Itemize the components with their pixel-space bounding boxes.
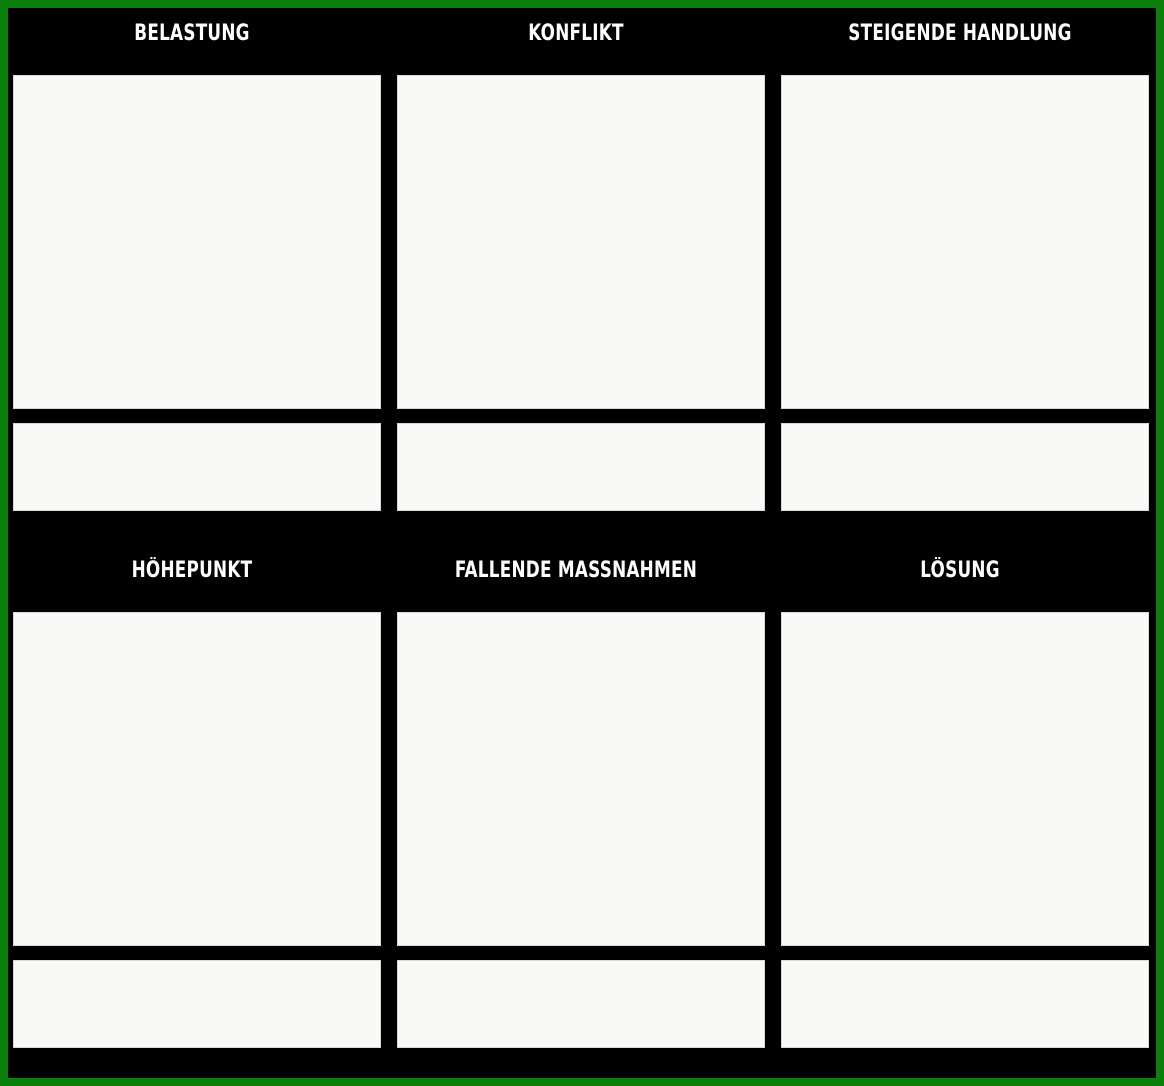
caption-panel-belastung[interactable] (13, 423, 381, 511)
image-panel-steigende-handlung[interactable] (781, 75, 1149, 409)
cell-title-steigende-handlung: STEIGENDE HANDLUNG (848, 21, 1072, 46)
storyboard-frame (8, 8, 1156, 1078)
image-panel-loesung[interactable] (781, 612, 1149, 946)
caption-panel-hoehepunkt[interactable] (13, 960, 381, 1048)
cell-title-fallende-massnahmen: FALLENDE MASSNAHMEN (454, 558, 698, 583)
cell-title-konflikt: KONFLIKT (528, 21, 624, 46)
caption-panel-steigende-handlung[interactable] (781, 423, 1149, 511)
caption-panel-loesung[interactable] (781, 960, 1149, 1048)
image-panel-hoehepunkt[interactable] (13, 612, 381, 946)
cell-title-loesung: LÖSUNG (920, 558, 1000, 583)
cell-title-belastung: BELASTUNG (134, 21, 250, 46)
caption-panel-konflikt[interactable] (397, 423, 765, 511)
caption-panel-fallende-massnahmen[interactable] (397, 960, 765, 1048)
image-panel-fallende-massnahmen[interactable] (397, 612, 765, 946)
image-panel-konflikt[interactable] (397, 75, 765, 409)
cell-title-hoehepunkt: HÖHEPUNKT (131, 558, 253, 583)
image-panel-belastung[interactable] (13, 75, 381, 409)
